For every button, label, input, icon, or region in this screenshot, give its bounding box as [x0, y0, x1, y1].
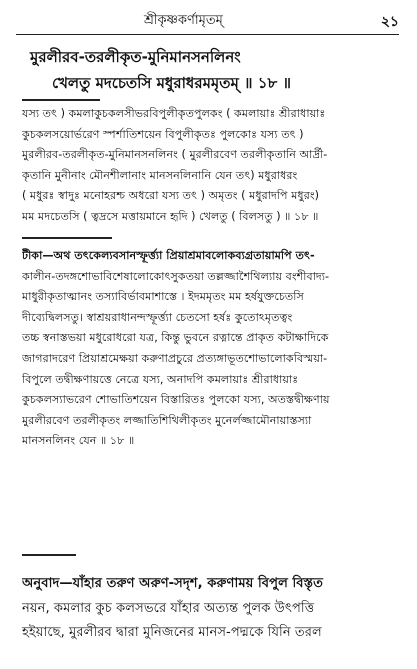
tika-line: টীকা—অথ তৎকেল্যবসানস্ফূর্ত্ত্যা প্রিয়াশ্রমাবলোকব্যগ্রতায়ামপি তৎ-: [22, 249, 315, 262]
section-divider: [22, 554, 76, 556]
tika-line: মুরলীরবেণ তরলীকৃতং লজ্জাতিশিথিলীকৃতং মুনের্লজ্জামৌনায়াস্তস্যা: [22, 413, 312, 427]
verse-line: খেলতু মদচেতসি মধুরাধরমমৃতম্ ॥ ১৮ ॥: [52, 74, 291, 92]
tika-line: তচ্চ স্বনাস্তভয়া মধুরোধরো যত্র, কিন্তু ভুবনে রত্নান্তে প্রাকৃত কটাক্ষাদিকে: [22, 331, 329, 345]
tika-line: কুচকলস্যাভরেণ শোভাতিশয়েন বিস্তারিতঃ পুলকো যস্য, অতস্তদ্বীক্ষণায়: [22, 393, 330, 407]
verse-commentary: [22, 104, 401, 228]
tika-line: মানসনলিনং যেন ॥ ১৮ ॥: [22, 434, 135, 448]
commentary-line: মম মদচেতসি ( ত্বদ্রসে মত্তায়মানে হৃদি ) খেলতু ( বিলসতু ) ॥ ১৮ ॥: [22, 209, 319, 223]
commentary-line: কৃতানি মুনীনাং মৌনশীলানাং মানসনলিনানি যেন তৎ) মধুরাধরং: [22, 168, 298, 182]
sanskrit-verse: [30, 44, 405, 96]
commentary-line: যস্য তৎ ) কমলাকুচকলসীভরবিপুলীকৃতপুলকং ( কমলায়াঃ শ্রীরাধায়াঃ: [22, 107, 326, 120]
commentary-line: মুরলীরব-তরলীকৃত-মুনিমানসনলিনং ( মুরলীরবেণ তরলীকৃতানি আর্দ্রী-: [22, 148, 328, 162]
anuvad-translation: [22, 572, 401, 646]
commentary-line: কুচকলসয়োর্ভরেণ স্পর্শাতিশয়েন বিপুলীকৃতঃ পুলকোঃ যস্য তৎ ): [22, 127, 304, 141]
tika-commentary: [22, 246, 401, 452]
tika-line: বিপুলে তদ্বীক্ষণায়ত্তে নেত্রে যস্য, অনাদপি কমলায়াঃ শ্রীরাধায়াঃ: [22, 372, 299, 386]
running-title: শ্রীকৃষ্ণকর্ণামৃতম্: [144, 13, 223, 28]
section-divider: [22, 99, 100, 101]
anuvad-line: নয়ন, কমলার কুচ কলসভরে যাঁহার অত্যন্ত পুলক উৎপত্তি: [22, 600, 315, 616]
page-number: ২১: [380, 14, 399, 30]
tika-line: কালীন-তদঙ্গশোভাবিশেষালোকোৎসুকতয়া তল্লজ্জাশৈথিল্যায় বংশীবাদ্য-: [22, 269, 330, 283]
commentary-line: ( মধুরঃ স্বাদুঃ মনোহরশ্চ অধরো যস্য তৎ ) অমৃতং ( মধুরাদপি মধুরং): [22, 189, 320, 203]
tika-line: দীব্যেদ্বিলসতু। স্বাশ্রয়রাধানন্দস্ফূর্ত্ত্যা চেতসো হর্ষঃ কুতোঽমৃতত্বং: [22, 310, 293, 324]
section-divider: [22, 237, 112, 239]
tika-line: মাধুরীকৃতাত্মানং তস্যাবির্ভাবমাশাস্তে । ইদমমৃতং মম হর্ষযুক্তচেতসি: [22, 290, 304, 304]
running-header: [16, 8, 399, 35]
verse-line: মুরলীরব-তরলীকৃত-মুনিমানসনলিনং: [30, 48, 241, 66]
anuvad-line: অনুবাদ—যাঁহার তরুণ অরুণ-সদৃশ, করুণাময় বিপুল বিস্তৃত: [22, 576, 323, 591]
anuvad-line: হইয়াছে, মুরলীরব দ্বারা মুনিজনের মানস-পদ্মকে যিনি তরল: [22, 625, 322, 640]
tika-line: জাগরাদরেণ প্রিয়াশ্রমেক্ষয়া করুণাপ্রচুরে প্রত্যঙ্গাভূতশোভালোকবিস্ময়া-: [22, 351, 328, 365]
